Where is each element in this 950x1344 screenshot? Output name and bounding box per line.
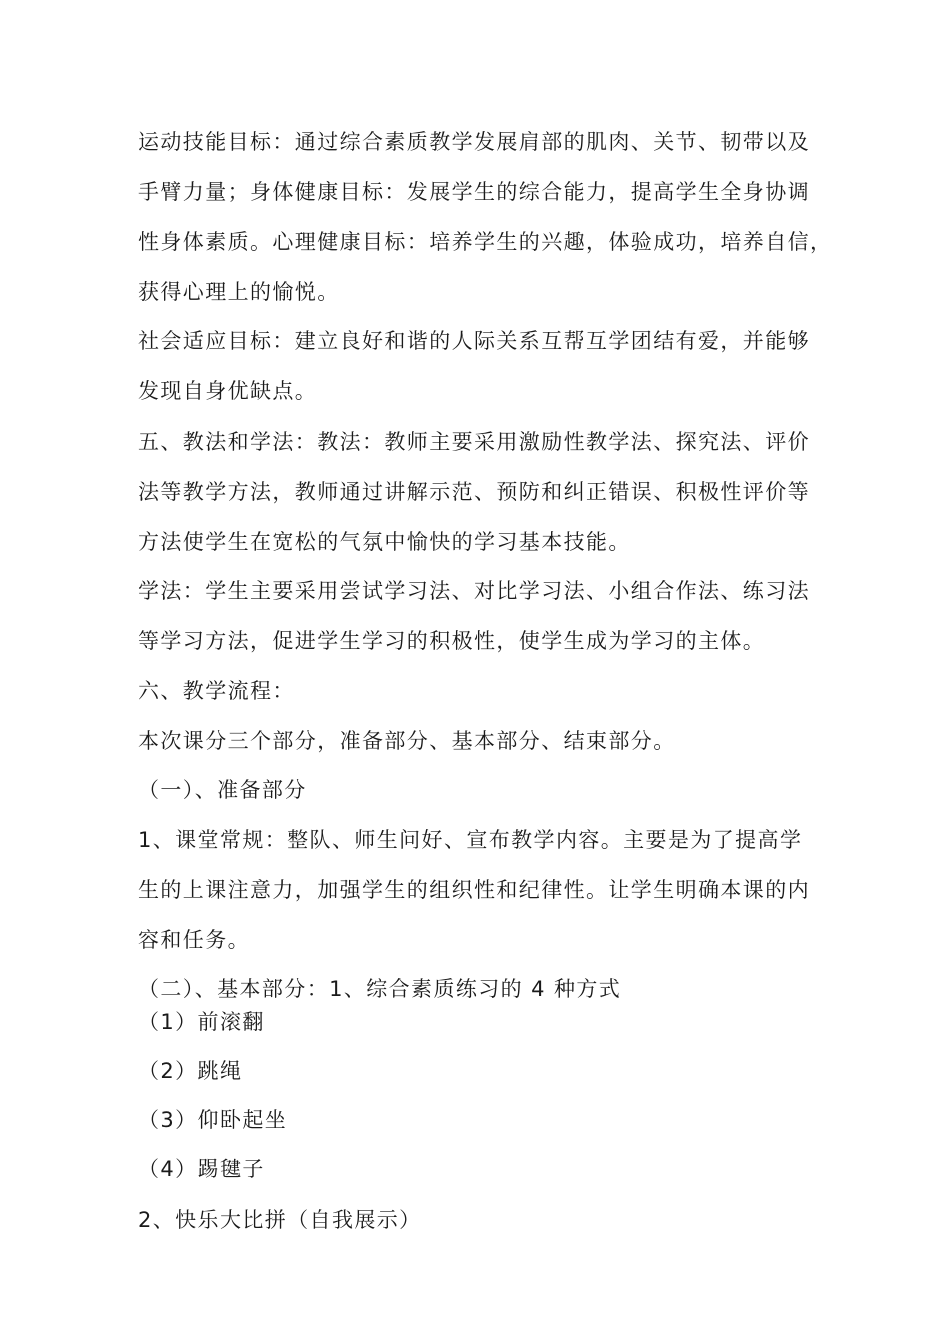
text-line: 发现自身优缺点。: [138, 379, 318, 403]
list-item: （4）踢毽子: [138, 1157, 265, 1181]
list-item: （3）仰卧起坐: [138, 1108, 288, 1132]
text-line: 法等教学方法，教师通过讲解示范、预防和纠正错误、积极性评价等: [138, 480, 810, 504]
subsection-heading-preparation: （一）、准备部分: [138, 778, 307, 802]
list-item: （2）跳绳: [138, 1059, 243, 1083]
text-line: 本次课分三个部分，准备部分、基本部分、结束部分。: [138, 729, 676, 753]
text-line: 学法：学生主要采用尝试学习法、对比学习法、小组合作法、练习法: [138, 579, 810, 603]
text-line: 运动技能目标：通过综合素质教学发展肩部的肌肉、关节、韧带以及: [138, 130, 810, 154]
section-heading-methods: 五、教法和学法：教法：教师主要采用激励性教学法、探究法、评价: [138, 430, 810, 454]
text-line: 方法使学生在宽松的气氛中愉快的学习基本技能。: [138, 530, 631, 554]
list-item: （1）前滚翻: [138, 1010, 265, 1034]
subsection-heading-basic: （二）、基本部分：1、综合素质练习的 4 种方式: [138, 977, 622, 1001]
text-line: 生的上课注意力，加强学生的组织性和纪律性。让学生明确本课的内: [138, 878, 810, 902]
text-line: 1、课堂常规：整队、师生问好、宣布教学内容。主要是为了提高学: [138, 828, 803, 852]
section-heading-process: 六、教学流程：: [138, 679, 295, 703]
text-line: 等学习方法，促进学生学习的积极性，使学生成为学习的主体。: [138, 629, 766, 653]
text-line: 手臂力量；身体健康目标：发展学生的综合能力，提高学生全身协调: [138, 180, 810, 204]
text-line: 社会适应目标：建立良好和谐的人际关系互帮互学团结有爱，并能够: [138, 329, 810, 353]
text-line: 容和任务。: [138, 928, 250, 952]
text-line: 2、快乐大比拼（自我展示）: [138, 1208, 422, 1232]
text-line: 性身体素质。心理健康目标：培养学生的兴趣，体验成功，培养自信，: [138, 230, 833, 254]
text-line: 获得心理上的愉悦。: [138, 280, 340, 304]
